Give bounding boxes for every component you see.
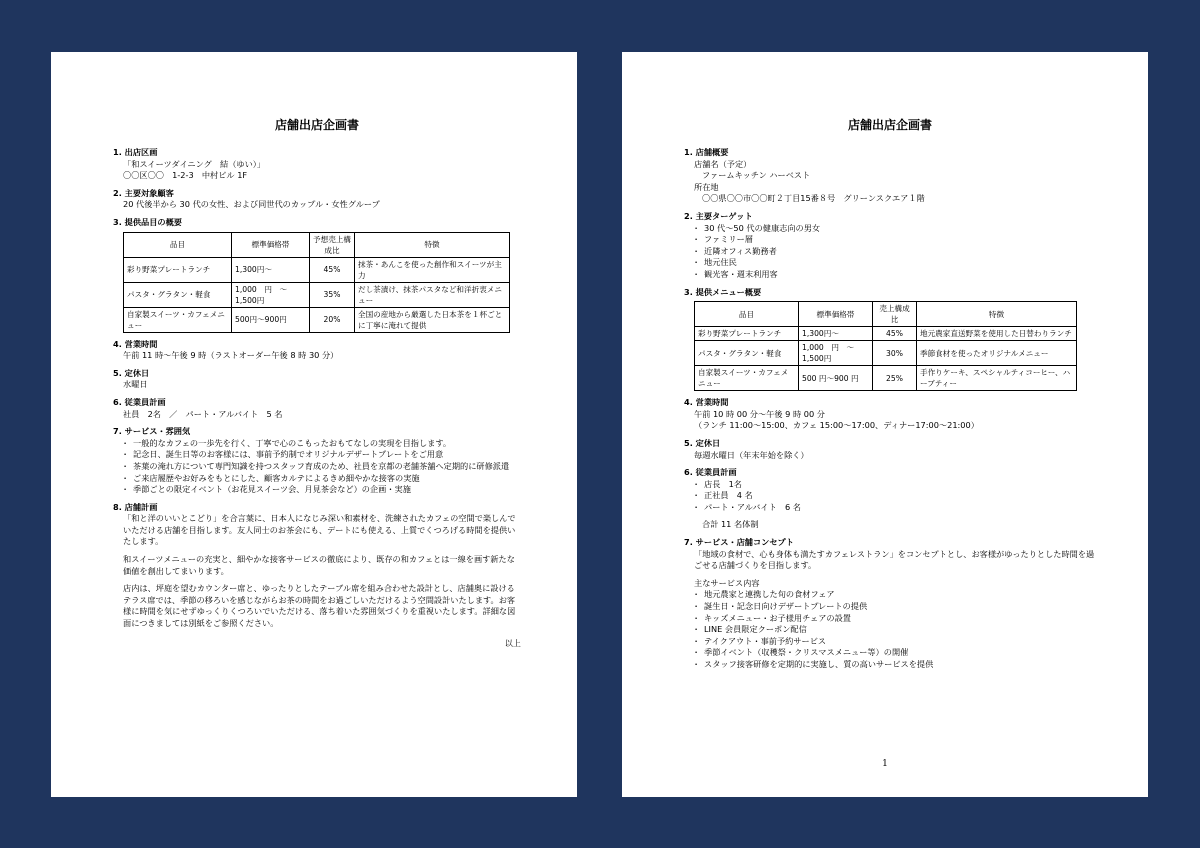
table-header-cell: 特徴 <box>355 232 510 257</box>
staff-total: 合計 11 名体制 <box>702 519 759 530</box>
section-target <box>684 211 1096 281</box>
store-name: ファームキッチン ハーベスト <box>702 170 811 181</box>
section-heading: 4. 営業時間 <box>684 397 729 408</box>
page-title: 店舗出店企画書 <box>274 118 359 132</box>
section-heading: 7. サービス・雰囲気 <box>113 426 191 437</box>
section-closed-day <box>684 438 1096 461</box>
table-cell: 1,300円〜 <box>799 327 873 341</box>
paragraph: 店内は、坪庭を望むカウンター席と、ゆったりとしたテーブル席を組み合わせた設計とし、店舗奥に設けるテラス席では、季節の移ろいを感じながらお茶の時間をお過ごしいただけるよう空間設計いたします。お客様に時間を気にせずゆっくりくつろいでいただける、落ち着いた雰囲気づくりを重視いたします。詳細な図面につきましては別紙をご参照ください。 <box>123 583 516 629</box>
store-name: 「和スイーツダイニング 結（ゆい）」 <box>123 158 266 169</box>
paragraph: 「和と洋のいいとこどり」を合言葉に、日本人になじみ深い和素材を、洗練されたカフェの空間で楽しんでいただける店舗を目指します。友人同士のお茶会にも、デートにも使える、上質でくつろげる時間を提供いたします。 <box>123 513 516 547</box>
table-cell: 1,000 円 〜 1,500円 <box>232 282 310 307</box>
store-address: 〇〇県〇〇市〇〇町２丁目15番８号 グリーンスクエア１階 <box>702 193 925 204</box>
section-store-plan <box>113 502 521 650</box>
section-staffing <box>113 397 521 420</box>
table-header-cell: 予想売上構成比 <box>310 232 355 257</box>
list-item: ・ 記念日、誕生日等のお客様には、事前予約制でオリジナルデザートプレートをご用意 <box>121 449 444 460</box>
table-cell: 35% <box>310 282 355 307</box>
table-row <box>124 282 510 307</box>
list-item: ・ 店長 1名 <box>692 478 742 489</box>
section-product-overview <box>113 217 521 333</box>
target-description: 20 代後半から 30 代の女性、および同世代のカップル・女性グループ <box>123 199 380 210</box>
section-closed-day <box>113 368 521 391</box>
paragraph: 和スイーツメニューの充実と、細やかな接客サービスの徹底により、既存の和カフェとは一線を画す新たな価値を創出してまいります。 <box>123 554 515 576</box>
section-heading: 2. 主要ターゲット <box>684 210 753 221</box>
field-label: 所在地 <box>694 181 719 192</box>
page-number: 1 <box>882 759 888 769</box>
table-header-cell: 売上構成比 <box>873 302 917 327</box>
product-table <box>123 232 510 333</box>
section-service <box>113 426 521 496</box>
list-item: ・ 正社員 4 名 <box>692 490 753 501</box>
table-header-row <box>124 232 510 257</box>
table-cell: 1,000 円 〜 1,500円 <box>799 341 873 366</box>
table-cell: 彩り野菜プレートランチ <box>695 327 799 341</box>
document-page-left <box>51 52 577 797</box>
page-title: 店舗出店企画書 <box>847 118 932 132</box>
list-item: ・ パート・アルバイト 6 名 <box>692 501 801 512</box>
section-heading: 4. 営業時間 <box>113 338 158 349</box>
section-heading: 7. サービス・店舗コンセプト <box>684 537 794 548</box>
table-cell: 彩り野菜プレートランチ <box>124 257 232 282</box>
list-item: ・ キッズメニュー・お子様用チェアの設置 <box>692 612 851 623</box>
table-cell: 全国の産地から厳選した日本茶を１杯ごとに丁寧に淹れて提供 <box>355 307 510 332</box>
table-row <box>124 257 510 282</box>
list-item: ・ 茶葉の淹れ方について専門知識を持つスタッフ育成のため、社員を京都の老舗茶舗へ定期的に研修派遣 <box>121 460 510 471</box>
closed-day: 水曜日 <box>123 379 148 390</box>
business-hours-detail: （ランチ 11:00〜15:00、カフェ 15:00〜17:00、ディナー17:00〜21:00） <box>694 420 979 431</box>
table-row <box>695 327 1077 341</box>
list-item: ・ 季節イベント（収穫祭・クリスマスメニュー等）の開催 <box>692 647 909 658</box>
list-item: ・ ご来店履歴やお好みをもとにした、顧客カルテによるきめ細やかな接客の実施 <box>121 472 420 483</box>
table-cell: 500円〜900円 <box>232 307 310 332</box>
table-cell: 45% <box>873 327 917 341</box>
table-header-cell: 標準価格帯 <box>799 302 873 327</box>
section-heading: 6. 従業員計画 <box>684 467 737 478</box>
section-business-hours <box>113 339 521 362</box>
list-item: ・ テイクアウト・事前予約サービス <box>692 635 827 646</box>
section-target-customers <box>113 188 521 211</box>
subheading: 主なサービス内容 <box>694 577 760 588</box>
table-cell: 25% <box>873 366 917 391</box>
table-cell: パスタ・グラタン・軽食 <box>695 341 799 366</box>
table-cell: 地元農家直送野菜を使用した日替わりランチ <box>917 327 1077 341</box>
list-item: ・ 地元農家と連携した旬の食材フェア <box>692 589 835 600</box>
store-address: 〇〇区〇〇 1-2-3 中村ビル 1F <box>123 170 248 181</box>
section-staffing <box>684 467 1096 531</box>
closed-day: 毎週水曜日（年末年始を除く） <box>694 449 809 460</box>
list-item: ・ 一般的なカフェの一歩先を行く、丁寧で心のこもったおもてなしの実現を目指します。 <box>121 437 452 448</box>
table-cell: 自家製スイーツ・カフェメニュー <box>695 366 799 391</box>
staffing-plan: 社員 2名 ／ パート・アルバイト 5 名 <box>123 408 283 419</box>
section-heading: 3. 提供品目の概要 <box>113 216 182 227</box>
section-heading: 5. 定休日 <box>113 367 150 378</box>
section-heading: 1. 出店区画 <box>113 147 158 157</box>
table-cell: 500 円〜900 円 <box>799 366 873 391</box>
table-header-cell: 標準価格帯 <box>232 232 310 257</box>
table-cell: 45% <box>310 257 355 282</box>
document-page-right <box>622 52 1148 797</box>
list-item: ・ ファミリー層 <box>692 234 753 245</box>
list-item: ・ 近隣オフィス勤務者 <box>692 245 777 256</box>
field-label: 店舗名（予定） <box>694 158 752 169</box>
section-heading: 3. 提供メニュー概要 <box>684 286 762 297</box>
table-cell: だし茶漬け、抹茶パスタなど和洋折衷メニュー <box>355 282 510 307</box>
list-item: ・ 観光客・週末利用客 <box>692 268 778 279</box>
business-hours: 午前 10 時 00 分〜午後 9 時 00 分 <box>694 408 825 419</box>
menu-table <box>694 301 1077 391</box>
section-store-overview <box>684 147 1096 205</box>
section-heading: 2. 主要対象顧客 <box>113 187 174 198</box>
table-cell: 1,300円〜 <box>232 257 310 282</box>
section-heading: 5. 定休日 <box>684 437 721 448</box>
table-cell: 自家製スイーツ・カフェメニュー <box>124 307 232 332</box>
table-row <box>695 366 1077 391</box>
table-header-cell: 品目 <box>695 302 799 327</box>
table-cell: 30% <box>873 341 917 366</box>
section-heading: 8. 店舗計画 <box>113 501 158 512</box>
section-heading: 1. 店舗概要 <box>684 147 729 157</box>
section-concept <box>684 537 1096 671</box>
table-row <box>695 341 1077 366</box>
paragraph: 「地域の食材で、心も身体も満たすカフェレストラン」をコンセプトとし、お客様がゆったりとした時間を過ごせる店舗づくりを目指します。 <box>694 548 1095 571</box>
list-item: ・ 地元住民 <box>692 257 737 268</box>
table-cell: 手作りケーキ、スペシャルティコーヒー、ハーブティー <box>917 366 1077 391</box>
table-header-cell: 特徴 <box>917 302 1077 327</box>
list-item: ・ 季節ごとの限定イベント（お花見スイーツ会、月見茶会など）の企画・実施 <box>121 484 411 495</box>
table-cell: パスタ・グラタン・軽食 <box>124 282 232 307</box>
section-business-hours <box>684 397 1096 432</box>
table-row <box>124 307 510 332</box>
list-item: ・ 30 代〜50 代の健康志向の男女 <box>692 222 821 233</box>
table-cell: 20% <box>310 307 355 332</box>
table-header-row <box>695 302 1077 327</box>
closing-mark: 以上 <box>504 637 521 648</box>
list-item: ・ 誕生日・記念日向けデザートプレートの提供 <box>692 601 868 612</box>
list-item: ・ スタッフ接客研修を定期的に実施し、質の高いサービスを提供 <box>692 659 934 669</box>
list-item: ・ LINE 会員限定クーポン配信 <box>692 624 807 635</box>
section-heading: 6. 従業員計画 <box>113 396 166 407</box>
section-store-area <box>113 147 521 182</box>
table-cell: 抹茶・あんこを使った創作和スイーツが主力 <box>355 257 510 282</box>
section-menu-overview <box>684 287 1096 392</box>
business-hours: 午前 11 時〜午後 9 時（ラストオーダー午後 8 時 30 分） <box>123 350 339 361</box>
table-cell: 季節食材を使ったオリジナルメニュー <box>917 341 1077 366</box>
table-header-cell: 品目 <box>124 232 232 257</box>
